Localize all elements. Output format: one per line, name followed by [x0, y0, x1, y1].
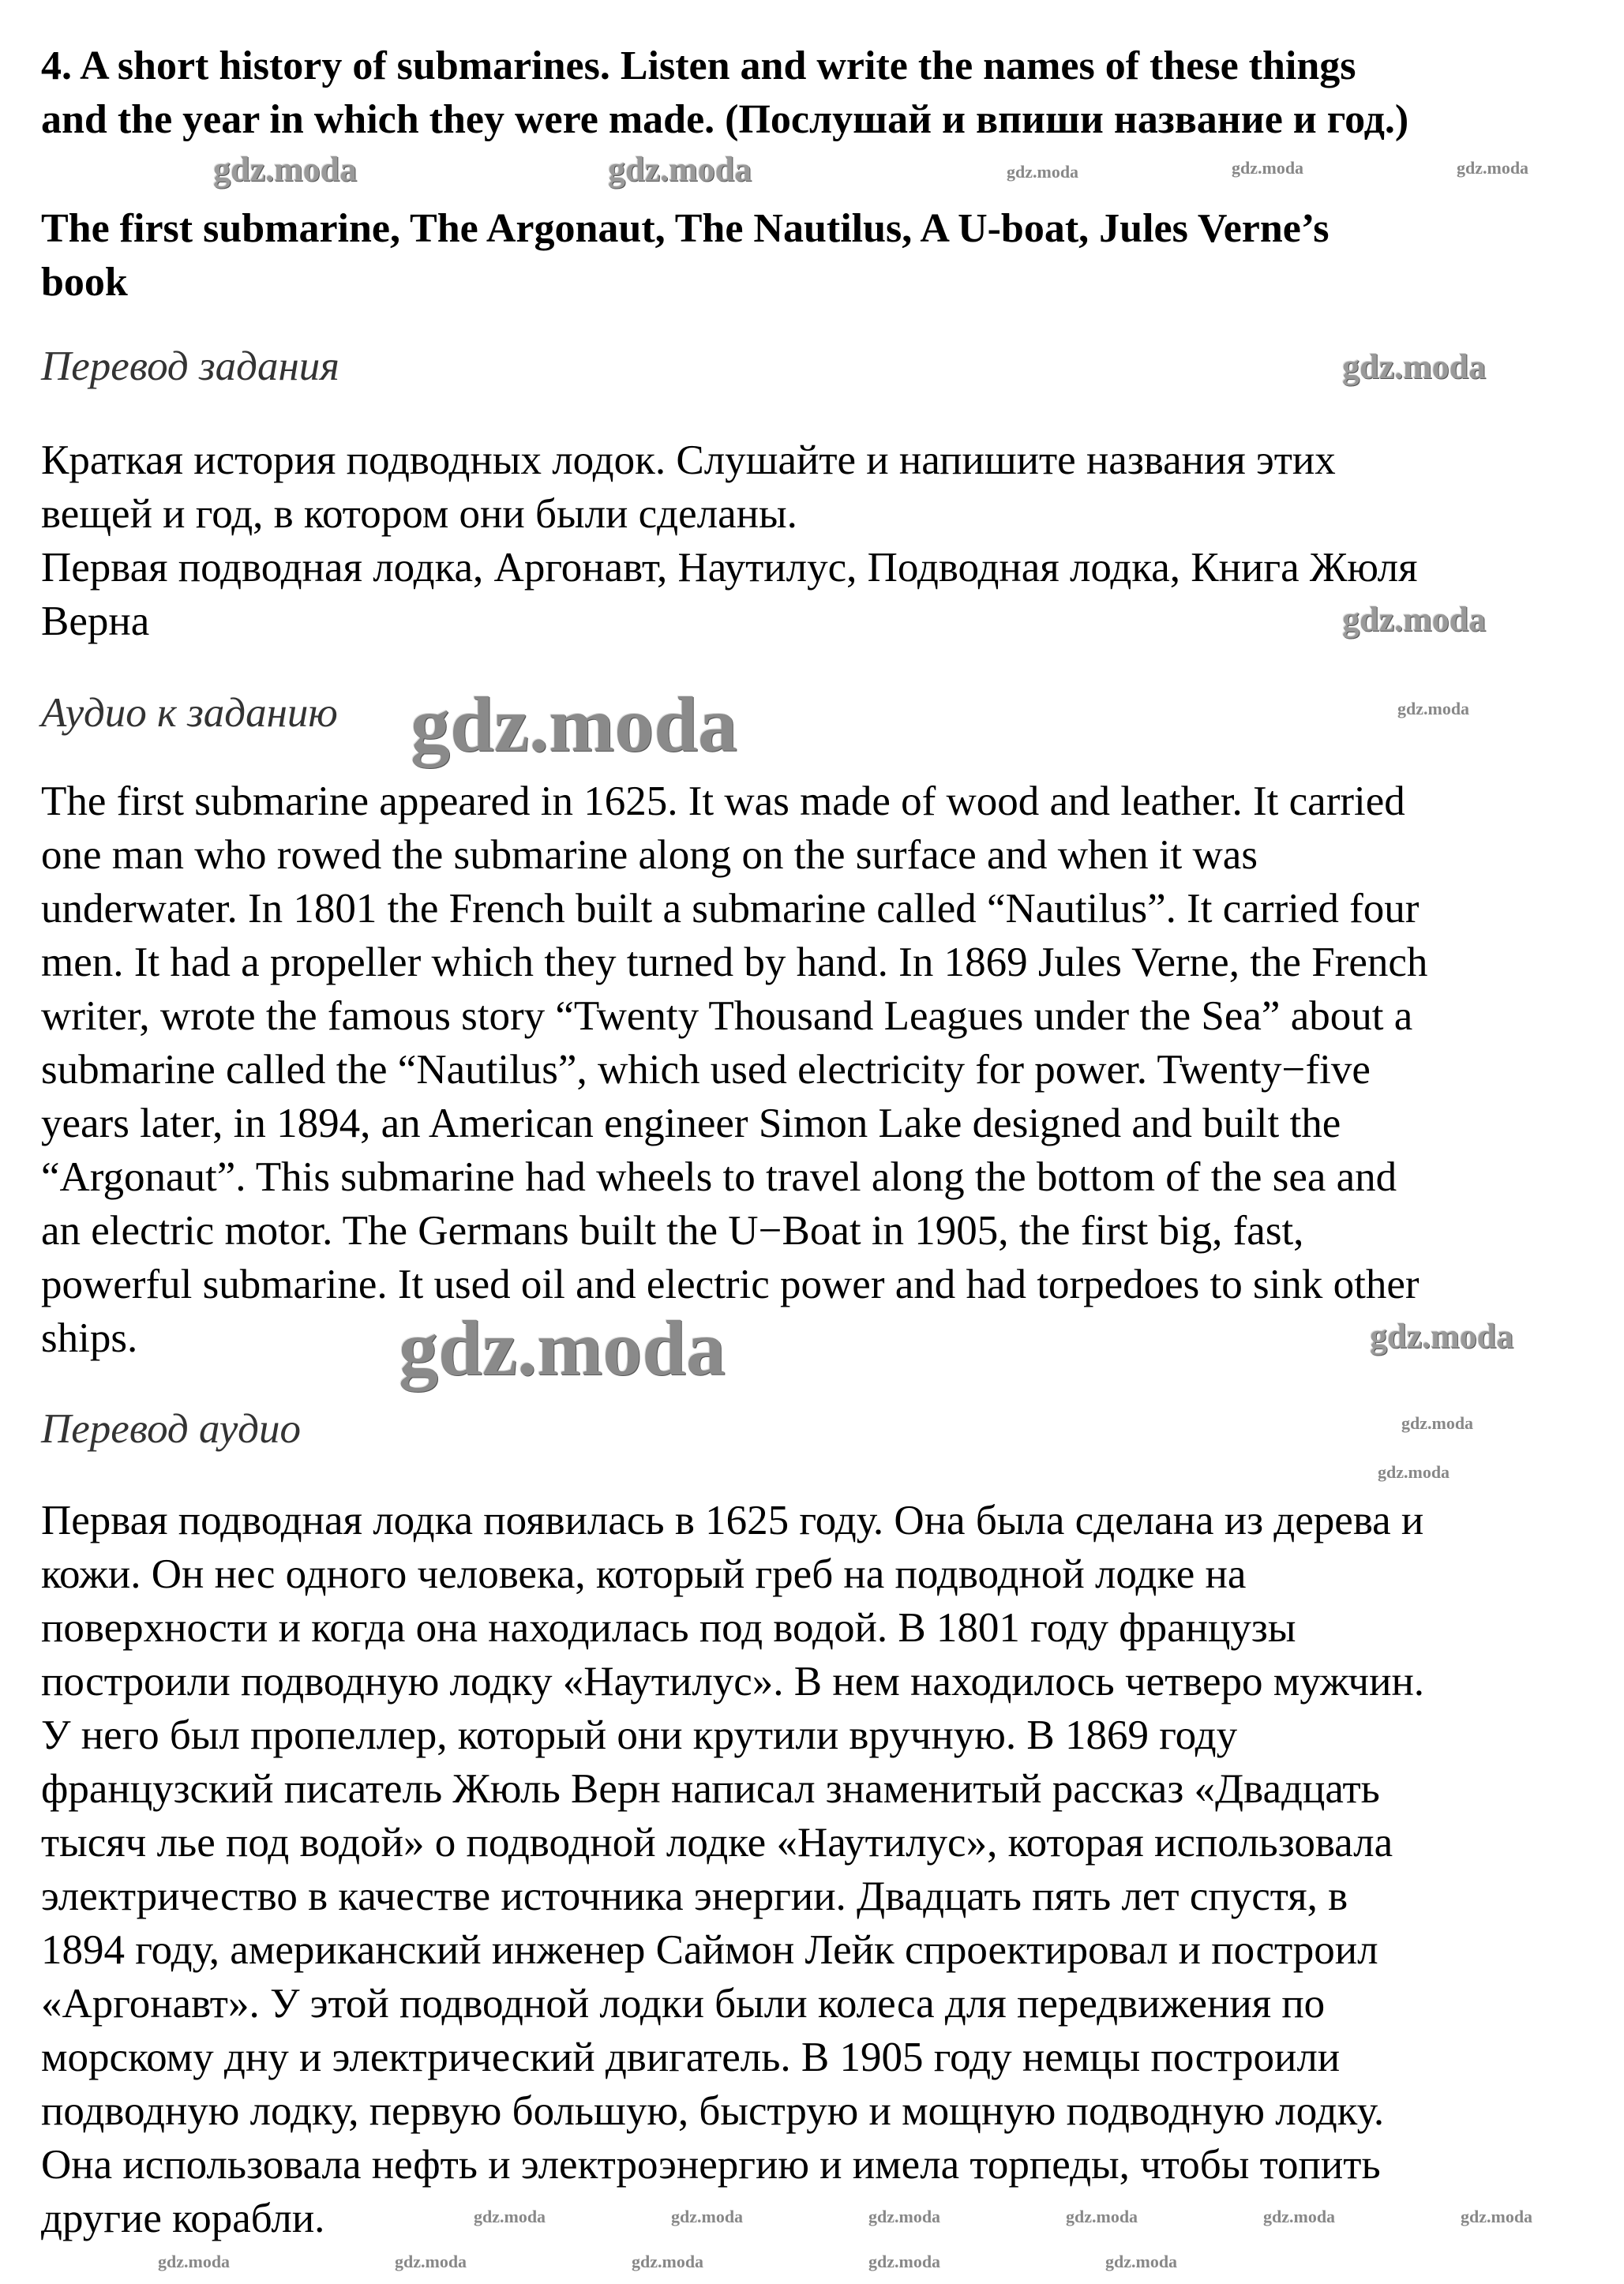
text-line: Верна [41, 598, 150, 644]
watermark: gdz.moda [158, 2252, 231, 2271]
watermark: gdz.moda [395, 2252, 467, 2271]
title-line: 4. A short history of submarines. Listen and write the names of these things [41, 43, 1356, 88]
watermark: gdz.moda [1007, 162, 1079, 182]
text-line: The first submarine appeared in 1625. It was made of wood and leather. It carried [41, 778, 1405, 824]
text-line: one man who rowed the submarine along on the surface and when it was [41, 832, 1258, 878]
text-line: вещей и год, в котором они были сделаны. [41, 491, 797, 537]
task-title [41, 39, 1608, 147]
watermark: gdz.moda [1378, 1462, 1450, 1482]
text-line: “Argonaut”. This submarine had wheels to travel along the bottom of the sea and [41, 1154, 1397, 1200]
text-line: Первая подводная лодка появилась в 1625 году. Она была сделана из дерева и [41, 1498, 1424, 1543]
text-line: years later, in 1894, an American engineer Simon Lake designed and built the [41, 1101, 1341, 1146]
text-line: электричество в качестве источника энергии. Двадцать пять лет спустя, в [41, 1873, 1348, 1919]
text-line: «Аргонавт». У этой подводной лодки были колеса для передвижения по [41, 1981, 1326, 2027]
text-line: поверхности и когда она находилась под водой. В 1801 году французы [41, 1605, 1296, 1651]
heading-text: Перевод аудио [41, 1406, 301, 1452]
text-line: submarine called the “Nautilus”, which used electricity for power. Twenty−five [41, 1047, 1371, 1093]
text-line: Она использовала нефть и электроэнергию и имела торпеды, чтобы топить [41, 2142, 1381, 2188]
audio-translation-heading [41, 1402, 1608, 1456]
watermark: gdz.moda [1370, 1317, 1514, 1356]
items-line: book [41, 260, 128, 305]
text-line: тысяч лье под водой» о подводной лодке «Наутилус», которая использовала [41, 1820, 1393, 1866]
text-line: У него был пропеллер, который они крутили вручную. В 1869 году [41, 1712, 1238, 1758]
watermark: gdz.moda [608, 150, 752, 189]
title-line: and the year in which they were made. (Послушай и впиши название и год.) [41, 97, 1409, 142]
watermark: gdz.moda [868, 2207, 941, 2226]
watermark: gdz.moda [1105, 2252, 1178, 2271]
text-line: an electric motor. The Germans built the U−Boat in 1905, the first big, fast, [41, 1208, 1304, 1254]
audio-translation-text [41, 1494, 1608, 2245]
text-line: кожи. Он нес одного человека, который греб на подводной лодке на [41, 1551, 1247, 1597]
text-line: underwater. In 1801 the French built a submarine called “Nautilus”. It carried four [41, 886, 1420, 932]
text-line: морскому дну и электрический двигатель. В 1905 году немцы построили [41, 2035, 1341, 2080]
audio-heading [41, 686, 1608, 740]
text-line: Краткая история подводных лодок. Слушайте и напишите названия этих [41, 437, 1336, 483]
watermark: gdz.moda [1342, 600, 1487, 639]
watermark: gdz.moda [474, 2207, 546, 2226]
watermark: gdz.moda [632, 2252, 704, 2271]
text-line: другие корабли. [41, 2196, 325, 2241]
watermark: gdz.moda [1232, 158, 1304, 178]
text-line: powerful submarine. It used oil and electric power and had torpedoes to sink other [41, 1262, 1420, 1307]
audio-text [41, 774, 1608, 1365]
heading-text: Перевод задания [41, 343, 339, 389]
watermark: gdz.moda [399, 1304, 726, 1392]
watermark: gdz.moda [1342, 347, 1487, 386]
items-line: The first submarine, The Argonaut, The Nautilus, A U-boat, Jules Verne’s [41, 206, 1330, 251]
watermark: gdz.moda [213, 150, 358, 189]
watermark: gdz.moda [1457, 158, 1529, 178]
watermark: gdz.moda [1263, 2207, 1336, 2226]
text-line: Первая подводная лодка, Аргонавт, Наутилус, Подводная лодка, Книга Жюля [41, 545, 1418, 591]
task-items [41, 202, 1608, 309]
text-line: французский писатель Жюль Верн написал знаменитый рассказ «Двадцать [41, 1766, 1380, 1812]
watermark: gdz.moda [411, 681, 737, 768]
text-line: построили подводную лодку «Наутилус». В нем находилось четверо мужчин. [41, 1659, 1425, 1705]
watermark: gdz.moda [868, 2252, 941, 2271]
text-line: 1894 году, американский инженер Саймон Лейк спроектировал и построил [41, 1927, 1378, 1973]
watermark: gdz.moda [1401, 1413, 1474, 1433]
text-line: writer, wrote the famous story “Twenty Thousand Leagues under the Sea” about a [41, 993, 1413, 1039]
text-line: подводную лодку, первую большую, быструю и мощную подводную лодку. [41, 2088, 1385, 2134]
text-line: men. It had a propeller which they turned by hand. In 1869 Jules Verne, the French [41, 939, 1428, 985]
watermark: gdz.moda [1397, 699, 1470, 718]
watermark: gdz.moda [1461, 2207, 1533, 2226]
watermark: gdz.moda [671, 2207, 744, 2226]
watermark: gdz.moda [1066, 2207, 1138, 2226]
heading-text: Аудио к заданию [41, 690, 338, 736]
text-line: ships. [41, 1315, 138, 1361]
